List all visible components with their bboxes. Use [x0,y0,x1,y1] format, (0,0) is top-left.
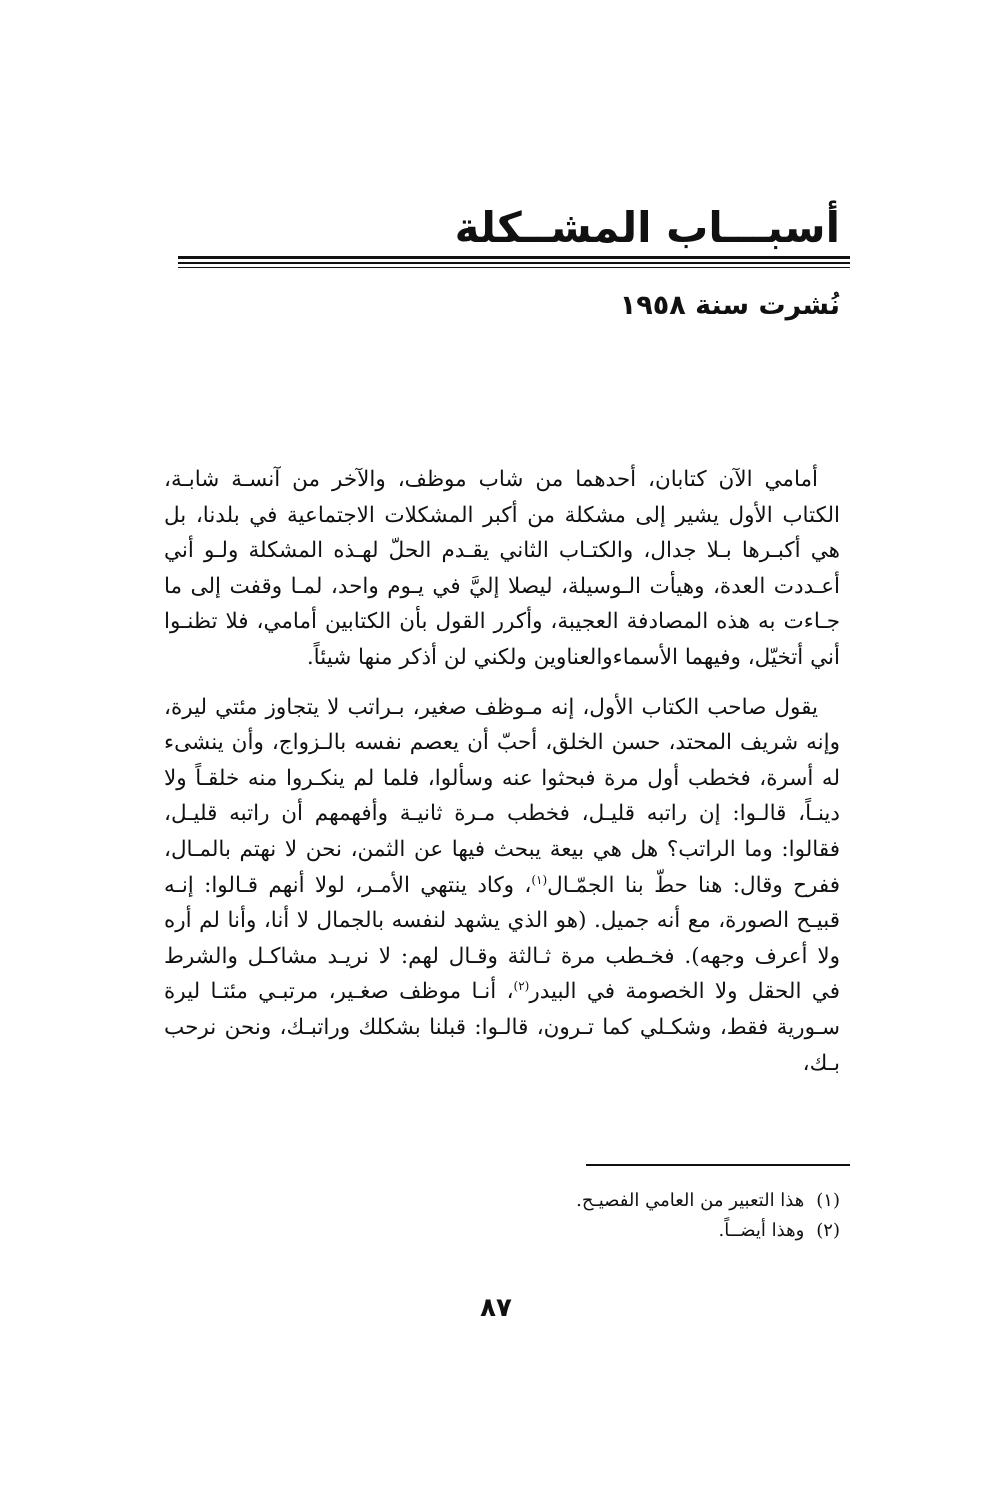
footnote-2-number: (٢) [816,1220,840,1241]
paragraph-2-text-b: ، وكاد ينتهي الأمـر، لولا أنهم قـالوا: إنـه قبيـح الصورة، مع أنه جميل. (هو الذي يشهد لنفسه بالجمال لا أنا، وأنا لم أره ولا أعرف وجهه). فخـطب مرة ثـالثة وقـال لهم: لا نريـد مشاكـل والشرط في الحقل ولا الخصومة في البيدر [164,872,840,1005]
footnote-1-number: (١) [816,1190,840,1211]
footnotes [576,1186,840,1246]
footnote-separator [586,1164,850,1166]
publication-date: نُشرت سنة ١٩٥٨ [619,290,840,321]
title-rule-thick [178,256,850,259]
chapter-title: أسبـــاب المشــكلة [454,203,840,252]
paragraph-1 [164,462,840,676]
footnote-1 [576,1186,840,1216]
footnote-1-text: هذا التعبير من العامي الفصيـح. [576,1190,805,1211]
page-number: ٨٧ [480,1293,512,1323]
footnote-2-text: وهذا أيضــاً. [718,1220,805,1241]
paragraph-2-text-a: يقول صاحب الكتاب الأول، إنه مـوظف صغير، بـراتب لا يتجاوز مئتي ليرة، وإنه شريف المحتد، حسن الخلق، أحبّ أن يعصم نفسه بالـزواج، وأن ينشىء له أسرة، فخطب أول مرة فبحثوا عنه وسألوا، فلما لم ينكـروا منه خلقـاً ولا دينـاً، قالـوا: إن راتبه قليـل، فخطب مـرة ثانيـة وأفهمهم أن راتبه قليـل، فقالوا: وما الراتب؟ هل هي بيعة يبحث فيها عن الثمن، نحن لا نهتم بالمـال، ففرح وقال: هنا حطّ بنا الجمّـال [164,694,841,898]
title-rule-thin [178,267,850,268]
body-text [164,462,840,1095]
footnote-2 [576,1216,840,1246]
footnote-ref-1: (١) [531,872,548,887]
title-rule-middle [178,262,850,264]
paragraph-2-text-c: ، أنـا موظف صغـير، مرتبـي مئتـا ليرة سـورية فقط، وشكـلي كما تـرون، قالـوا: قبلنا بشكلك وراتبـك، ونحن نرحب بـك، [164,979,840,1076]
paragraph-2 [164,690,840,1082]
paragraph-1-text: أمامي الآن كتابان، أحدهما من شاب موظف، والآخر من آنسـة شابـة، الكتاب الأول يشير إلى مشكلة من أكبر المشكلات الاجتماعية في بلدنا، بل هي أكبـرها بـلا جدال، والكتـاب الثاني يقـدم الحلّ لهـذه المشكلة ولـو أني أعـددت العدة، وهيأت الـوسيلة، ليصلا إليَّ في يـوم واحد، لمـا وقفت إلى ما جـاءت به هذه المصادفة العجيبة، وأكرر القول بأن الكتابين أمامي، فلا تظنـوا أني أتخيّل، وفيهما الأسماءوالعناوين ولكني لن أذكر منها شيئاً. [164,467,840,670]
footnote-ref-2: (٢) [513,979,530,994]
